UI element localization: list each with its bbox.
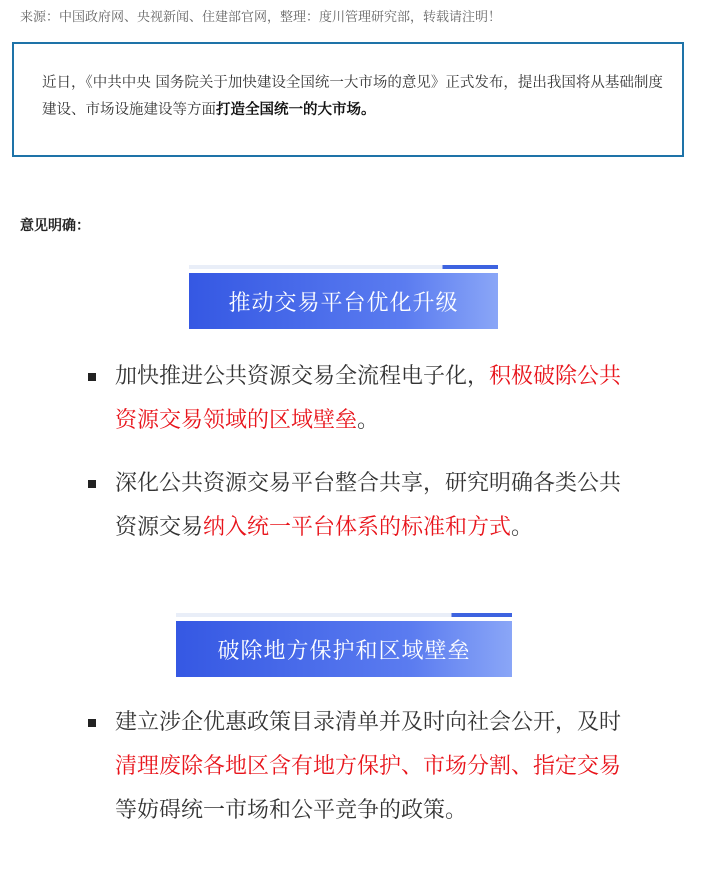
- item-highlight-text: 纳入统一平台体系的标准和方式: [203, 515, 512, 540]
- intro-paragraph: [42, 70, 667, 124]
- item-plain-text: 加快推进公共资源交易全流程电子化，: [115, 364, 490, 389]
- source-line: 来源：中国政府网、央视新闻、住建部官网，整理：度川管理研究部，转载请注明！: [20, 10, 502, 25]
- list-item-text: [115, 701, 628, 833]
- item-plain-text: 深化公共资源交易平台整合共享，研究明确各类公共资源交易: [115, 471, 622, 540]
- bullet-icon: [88, 480, 96, 488]
- list-item-text: [115, 462, 628, 550]
- item-plain-text: 建立涉企优惠政策目录清单并及时向社会公开，及时: [115, 710, 622, 735]
- item-tail-text: 。: [357, 408, 380, 433]
- item-tail-text: 等妨碍统一市场和公平竞争的政策。: [115, 798, 468, 823]
- banner-title: 破除地方保护和区域壁垒: [176, 621, 512, 677]
- list-item: [88, 462, 628, 550]
- intro-box: [12, 42, 684, 157]
- section-banner-1: [189, 265, 498, 329]
- section-banner-2: [176, 613, 512, 677]
- item-highlight-text: 清理废除各地区含有地方保护、市场分割、指定交易: [115, 754, 622, 779]
- item-tail-text: 。: [511, 515, 534, 540]
- intro-bold-text: 打造全国统一的大市场。: [216, 102, 376, 118]
- banner-top-line: [176, 613, 512, 617]
- subheading: 意见明确：: [20, 218, 90, 234]
- banner-top-line: [189, 265, 498, 269]
- intro-plain-text: 近日，《中共中央 国务院关于加快建设全国统一大市场的意见》正式发布，提出我国将从基础制度建设、市场设施建设等方面: [42, 75, 663, 118]
- list-item: [88, 701, 628, 833]
- bullet-icon: [88, 373, 96, 381]
- bullet-icon: [88, 719, 96, 727]
- banner-title: 推动交易平台优化升级: [189, 273, 498, 329]
- item-highlight-text: 积极破除公共资源交易领域的区域壁垒: [115, 364, 622, 433]
- list-item-text: [115, 355, 628, 443]
- list-item: [88, 355, 628, 443]
